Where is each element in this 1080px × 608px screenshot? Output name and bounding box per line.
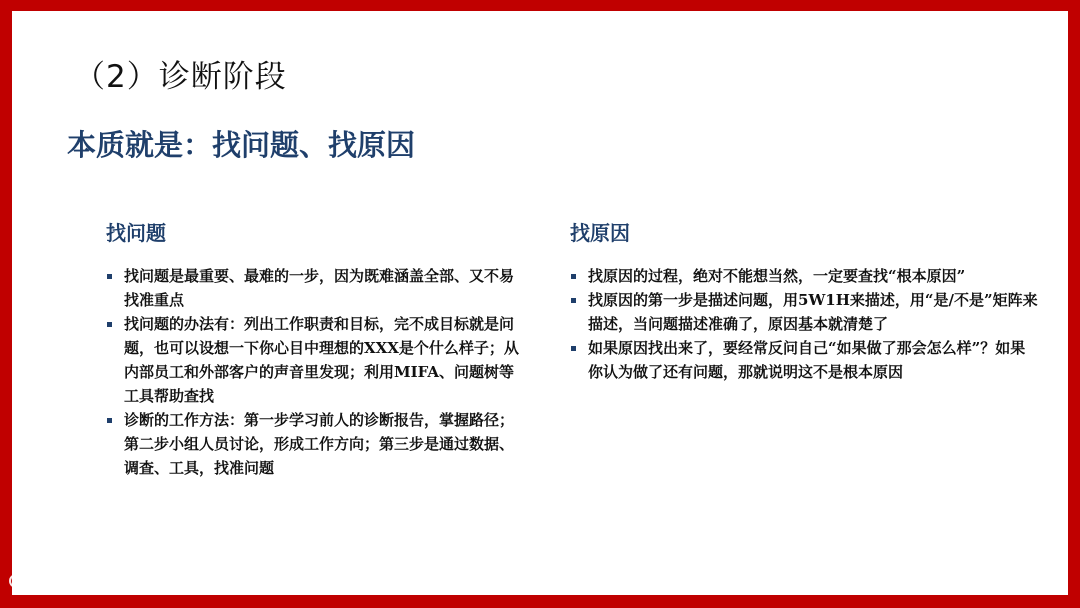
list-item bbox=[570, 264, 1040, 288]
list-item bbox=[570, 336, 1040, 384]
bullet-text: 诊断的工作方法：第一步学习前人的诊断报告，掌握路径；第二步小组人员讨论，形成工作方向；第三步是通过数据、调查、工具，找准问题 bbox=[124, 411, 515, 477]
bullet-text: 找原因的过程，绝对不能想当然，一定要查找“根本原因” bbox=[588, 267, 966, 285]
left-column bbox=[106, 217, 526, 480]
list-item bbox=[106, 312, 526, 408]
bullet-square-icon bbox=[571, 274, 576, 279]
bullet-text: 找问题的办法有：列出工作职责和目标，完不成目标就是问题，也可以设想一下你心目中理想的XXX是个什么样子；从内部员工和外部客户的声音里发现；利用MIFA、问题树等工具帮助查找 bbox=[124, 315, 519, 405]
watermark bbox=[8, 566, 120, 591]
list-item bbox=[570, 288, 1040, 336]
bullet-square-icon bbox=[571, 346, 576, 351]
bullet-text: 如果原因找出来了，要经常反问自己“如果做了那会怎么样”？如果你认为做了还有问题，那就说明这不是根本原因 bbox=[588, 339, 1026, 381]
section-title: （2）诊断阶段 bbox=[74, 59, 287, 95]
bullet-text: 找问题是最重要、最难的一步，因为既难涵盖全部、又不易找准重点 bbox=[124, 267, 515, 309]
left-bullet-list bbox=[106, 264, 526, 480]
bullet-square-icon bbox=[107, 418, 112, 423]
bullet-square-icon bbox=[571, 298, 576, 303]
right-column-title: 找原因 bbox=[570, 221, 630, 245]
bullet-text: 找原因的第一步是描述问题，用5W1H来描述，用“是/不是”矩阵来描述，当问题描述准确了，原因基本就清楚了 bbox=[588, 291, 1038, 333]
right-bullet-list bbox=[570, 264, 1040, 384]
watermark-text: 大数跨境 bbox=[52, 571, 120, 591]
bullet-square-icon bbox=[107, 274, 112, 279]
bullet-square-icon bbox=[107, 322, 112, 327]
dashu-logo-icon bbox=[8, 568, 46, 590]
list-item bbox=[106, 264, 526, 312]
headline: 本质就是：找问题、找原因 bbox=[67, 128, 416, 162]
list-item bbox=[106, 408, 526, 480]
left-column-title: 找问题 bbox=[106, 221, 166, 245]
slide bbox=[12, 11, 1068, 595]
right-column bbox=[570, 217, 1040, 384]
